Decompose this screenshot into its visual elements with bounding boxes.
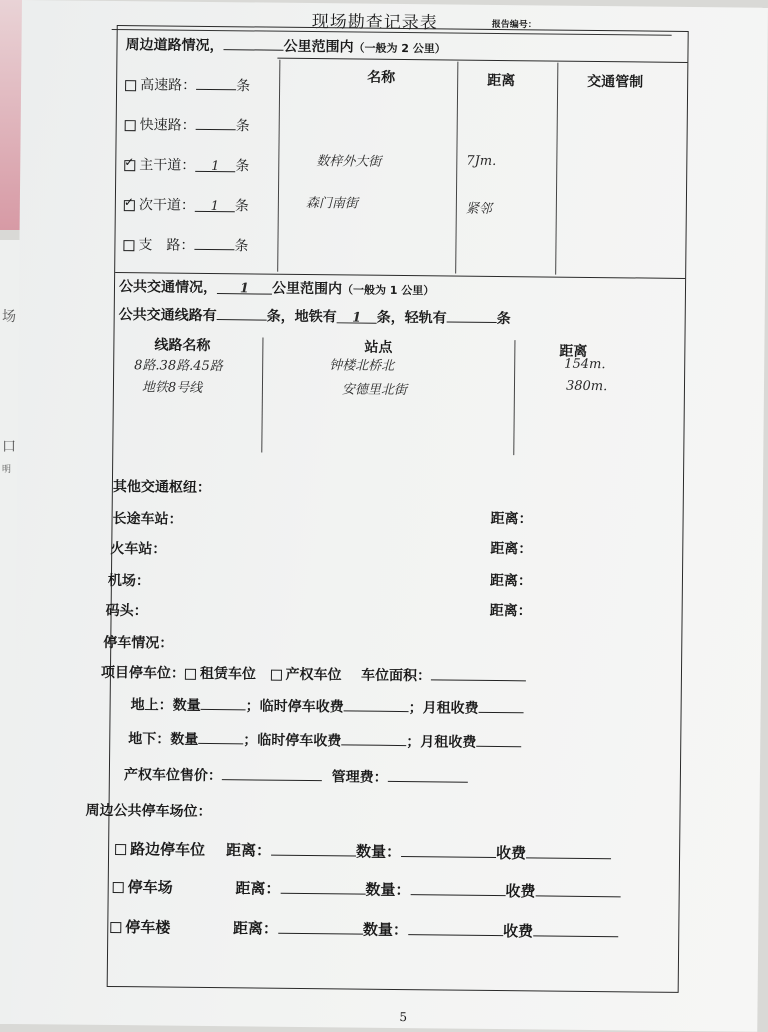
hub-airport: 机场：	[107, 572, 151, 590]
transit-col-divider	[261, 338, 263, 453]
parking-lot-checkbox[interactable]	[113, 882, 124, 893]
road-row-secondary: ✓次干道： 1 条	[124, 194, 249, 215]
hub-train: 火车站：	[110, 540, 167, 558]
roads-col-divider	[555, 63, 558, 275]
rent-checkbox[interactable]	[185, 668, 196, 679]
transit-station: 安德里北街	[341, 382, 408, 399]
sale-price-row: 产权车位售价： 管理费：	[124, 764, 468, 788]
form-page	[11, 0, 768, 1032]
transit-heading: 公共交通情况， 1 公里范围内（一般为 1 公里）	[118, 279, 435, 298]
hub-coach-distance: 距离：	[490, 510, 533, 528]
road-row-main: ✓主干道： 1 条	[124, 154, 249, 175]
secondary-road-name: 森门南街	[305, 195, 358, 212]
transit-col-station: 站点	[364, 339, 393, 356]
roads-col-distance: 距离	[487, 72, 516, 90]
highway-checkbox[interactable]	[125, 80, 136, 91]
secondary-road-distance: 紧邻	[465, 201, 492, 217]
road-row-highway: 高速路： 条	[125, 74, 250, 95]
hub-airport-distance: 距离：	[489, 572, 533, 590]
road-row-expressway: 快速路： 条	[125, 114, 250, 135]
own-checkbox[interactable]	[271, 669, 282, 680]
roads-col-divider	[455, 62, 458, 274]
transit-station: 钟楼北桥北	[329, 358, 395, 374]
public-parking-row: 停车楼 距离： 数量： 收费	[110, 916, 618, 942]
transit-distance: 154m.	[564, 356, 606, 373]
page-title: 现场勘查记录表	[311, 12, 438, 34]
public-parking-row: 停车场 距离： 数量： 收费	[113, 876, 621, 902]
transit-line: 8路.38路.45路	[134, 358, 223, 375]
transit-col-distance: 距离	[559, 343, 588, 360]
road-row-branch: 支 路： 条	[123, 234, 248, 255]
project-parking-row: 项目停车位： 租赁车位 产权车位 车位面积：	[101, 662, 526, 686]
roadside-checkbox[interactable]	[115, 844, 126, 855]
adjacent-page-char: 口	[2, 439, 16, 455]
transit-lines-row: 公共交通线路有 条，地铁有 1 条，轻轨有 条	[118, 307, 511, 328]
adjacent-page-char: 场	[2, 309, 16, 325]
roads-heading: 周边道路情况， 公里范围内（一般为 2 公里）	[125, 37, 446, 56]
page-number: 5	[399, 1010, 408, 1025]
roads-col-divider	[277, 60, 280, 272]
branch-road-checkbox[interactable]	[123, 240, 134, 251]
main-road-distance: 7Jm.	[466, 153, 497, 169]
hub-coach: 长途车站：	[112, 510, 183, 528]
roads-col-traffic: 交通管制	[587, 73, 644, 91]
secondary-road-checkbox[interactable]	[124, 200, 135, 211]
main-road-checkbox[interactable]	[124, 160, 135, 171]
roads-table-top	[277, 58, 687, 63]
above-ground-row: 地上：数量 ；临时停车收费 ；月租收费	[131, 694, 524, 718]
parking-garage-checkbox[interactable]	[110, 922, 121, 933]
transit-col-divider	[513, 340, 515, 455]
transit-distance: 380m.	[565, 378, 608, 395]
hub-train-distance: 距离：	[490, 540, 533, 558]
hubs-heading: 其他交通枢纽：	[112, 478, 211, 497]
survey-form	[85, 25, 689, 993]
underground-row: 地下：数量 ；临时停车收费 ；月租收费	[128, 728, 521, 752]
adjacent-page-char: 明	[2, 465, 12, 475]
transit-line: 地铁8号线	[141, 380, 203, 396]
expressway-checkbox[interactable]	[125, 120, 136, 131]
parking-heading: 停车情况：	[103, 634, 174, 652]
transit-col-line: 线路名称	[154, 337, 211, 354]
hub-dock-distance: 距离：	[489, 602, 532, 620]
public-parking-row: 路边停车位 距离： 数量： 收费	[115, 838, 611, 864]
hub-dock: 码头：	[105, 602, 148, 620]
roads-col-name: 名称	[367, 69, 396, 86]
main-road-name: 数梓外大街	[316, 154, 382, 170]
report-number-label: 报告编号：	[491, 19, 537, 31]
public-parking-heading: 周边公共停车场位：	[85, 802, 212, 821]
